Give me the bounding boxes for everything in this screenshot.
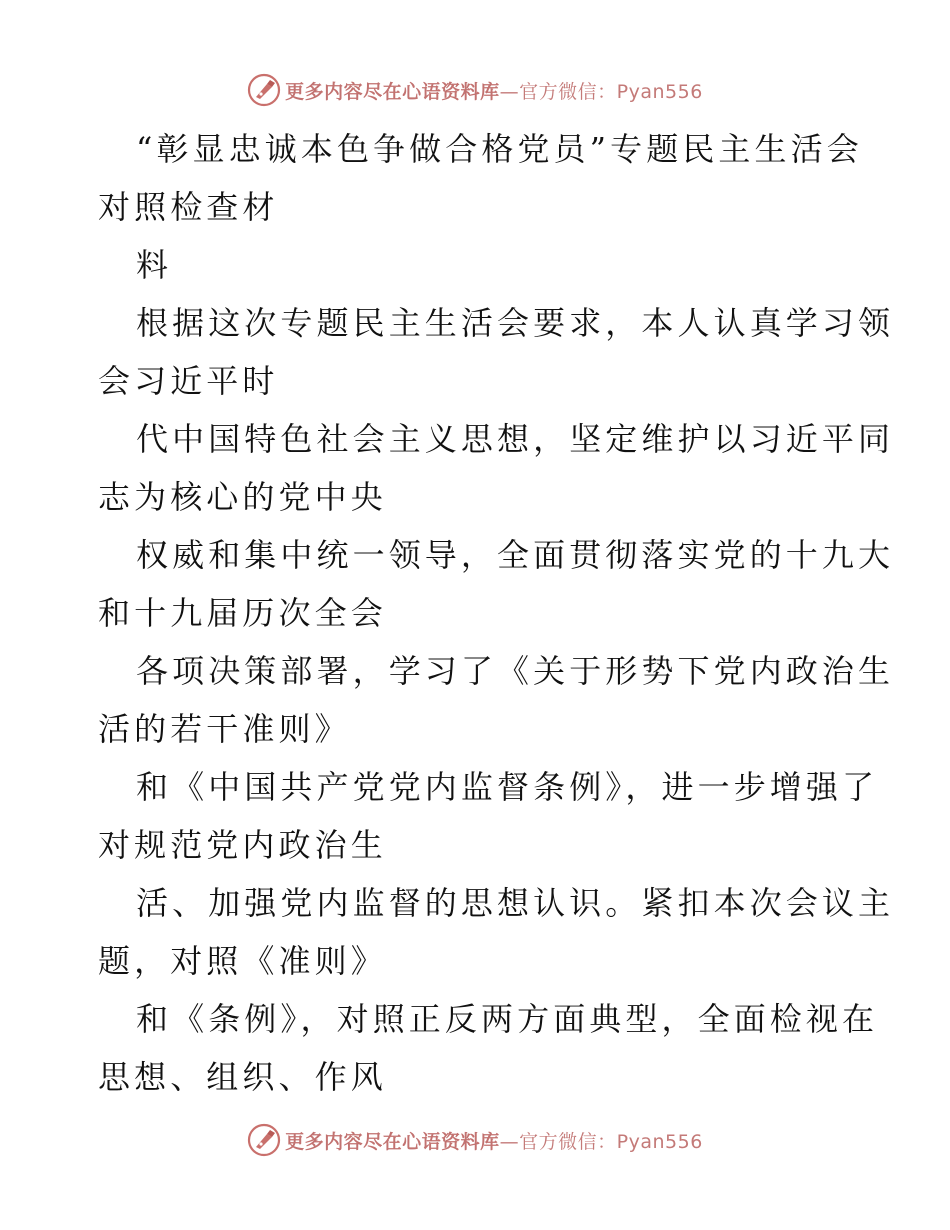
paragraph-line: 会习近平时 bbox=[98, 362, 279, 400]
pen-nib-logo-icon bbox=[247, 73, 281, 107]
paragraph-line: 各项决策部署，学习了《关于形势下党内政治生 bbox=[136, 652, 895, 690]
header-watermark bbox=[0, 68, 950, 112]
doc-title-line-1: “彰显忠诚本色争做合格党员”专题民主生活会 bbox=[136, 130, 863, 168]
paragraph-line: 活、加强党内监督的思想认识。紧扣本次会议主 bbox=[136, 884, 895, 922]
paragraph-line: 活的若干准则》 bbox=[98, 710, 351, 748]
paragraph-line: 和《条例》，对照正反两方面典型，全面检视在 bbox=[136, 1000, 879, 1038]
paragraph-line: 思想、组织、作风 bbox=[98, 1058, 387, 1096]
paragraph-line: 和《中国共产党党内监督条例》，进一步增强了 bbox=[136, 768, 879, 806]
paragraph-line: 对规范党内政治生 bbox=[98, 826, 387, 864]
document-body bbox=[98, 120, 895, 1106]
doc-title-line-2: 对照检查材 bbox=[98, 188, 279, 226]
pen-nib-logo-icon bbox=[247, 1123, 281, 1157]
paragraph-line: 根据这次专题民主生活会要求，本人认真学习领 bbox=[136, 304, 895, 342]
doc-title-line-3: 料 bbox=[136, 246, 173, 284]
footer-watermark bbox=[0, 1118, 950, 1162]
paragraph-line: 题，对照《准则》 bbox=[98, 942, 387, 980]
footer-watermark-text: 更多内容尽在心语资料库—官方微信：Pyan556 bbox=[285, 1130, 703, 1153]
paragraph-line: 志为核心的党中央 bbox=[98, 478, 387, 516]
header-watermark-text: 更多内容尽在心语资料库—官方微信：Pyan556 bbox=[285, 80, 703, 103]
paragraph-line: 权威和集中统一领导，全面贯彻落实党的十九大 bbox=[136, 536, 895, 574]
paragraph-line: 代中国特色社会主义思想，坚定维护以习近平同 bbox=[136, 420, 895, 458]
paragraph-line: 和十九届历次全会 bbox=[98, 594, 387, 632]
